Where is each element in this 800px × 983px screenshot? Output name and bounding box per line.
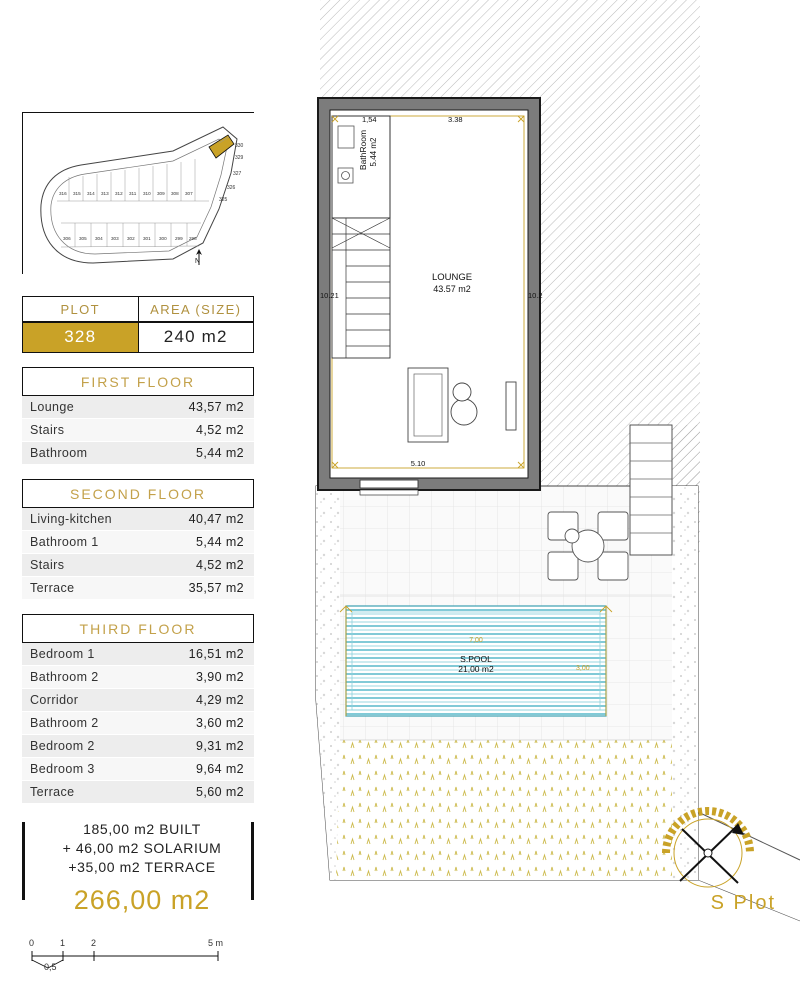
svg-text:327: 327 <box>233 171 242 177</box>
dim-top-left: 1,54 <box>362 115 377 124</box>
dim-right-height: 10.2 <box>528 291 543 300</box>
svg-text:314: 314 <box>87 191 95 196</box>
svg-text:305: 305 <box>79 236 87 241</box>
table-row <box>22 781 254 804</box>
totals-left-rule <box>22 822 25 900</box>
scale-half-label: 0,5 <box>44 962 57 972</box>
svg-text:315: 315 <box>73 191 81 196</box>
table-row <box>22 689 254 712</box>
table-row <box>22 758 254 781</box>
svg-text:309: 309 <box>157 191 165 196</box>
room-name: Stairs <box>30 423 65 437</box>
table-row <box>22 396 254 419</box>
room-name: Bathroom 2 <box>30 716 99 730</box>
plot-table-header <box>22 296 254 323</box>
svg-text:307: 307 <box>185 191 193 196</box>
room-area: 5,44 m2 <box>196 446 244 460</box>
svg-text:316: 316 <box>59 191 67 196</box>
room-area: 4,52 m2 <box>196 423 244 437</box>
scale-bar <box>22 938 254 978</box>
svg-text:301: 301 <box>143 236 151 241</box>
room-name: Corridor <box>30 693 79 707</box>
room-area: 5,60 m2 <box>196 785 244 799</box>
plot-area-value: 240 m2 <box>163 327 228 346</box>
room-area: 35,57 m2 <box>188 581 244 595</box>
info-panel <box>22 112 262 978</box>
svg-text:325: 325 <box>219 197 228 203</box>
table-row <box>22 419 254 442</box>
total-solarium: + 46,00 m2 SOLARIUM <box>62 840 222 856</box>
room-area: 3,60 m2 <box>196 716 244 730</box>
table-row <box>22 577 254 600</box>
svg-text:326: 326 <box>227 185 236 191</box>
room-area-pool: 21,00 m2 <box>458 664 494 674</box>
svg-text:306: 306 <box>63 236 71 241</box>
svg-text:302: 302 <box>127 236 135 241</box>
table-row <box>22 531 254 554</box>
svg-text:310: 310 <box>143 191 151 196</box>
svg-text:303: 303 <box>111 236 119 241</box>
room-area: 16,51 m2 <box>188 647 244 661</box>
room-name: Bathroom 1 <box>30 535 99 549</box>
floor-title-third: THIRD FLOOR <box>22 614 254 643</box>
room-name: Lounge <box>30 400 75 414</box>
room-name: Living-kitchen <box>30 512 113 526</box>
dim-top-right: 3.38 <box>448 115 463 124</box>
table-row <box>22 442 254 465</box>
svg-text:313: 313 <box>101 191 109 196</box>
scale-tick-1: 1 <box>60 938 66 948</box>
room-area-bathroom: 5.44 m2 <box>369 137 378 167</box>
dim-pool-length: 7,00 <box>469 637 483 644</box>
dim-bottom-width: 5.10 <box>410 459 426 468</box>
svg-text:299: 299 <box>175 236 183 241</box>
floor-title-second: SECOND FLOOR <box>22 479 254 508</box>
room-area: 9,64 m2 <box>196 762 244 776</box>
svg-text:311: 311 <box>129 191 137 196</box>
room-area: 5,44 m2 <box>196 535 244 549</box>
room-name: Stairs <box>30 558 65 572</box>
scale-tick-5: 5 m <box>208 938 224 948</box>
total-built: 185,00 m2 BUILT <box>83 821 201 837</box>
totals-block <box>22 820 254 916</box>
svg-text:308: 308 <box>171 191 179 196</box>
svg-text:304: 304 <box>95 236 103 241</box>
plot-location-map[interactable] <box>22 112 254 274</box>
table-row <box>22 554 254 577</box>
scale-tick-0: 0 <box>29 938 35 948</box>
table-row <box>22 735 254 758</box>
room-name: Terrace <box>30 785 75 799</box>
room-name: Bedroom 3 <box>30 762 95 776</box>
room-area: 43,57 m2 <box>188 400 244 414</box>
table-row <box>22 643 254 666</box>
floor-title-first: FIRST FLOOR <box>22 367 254 396</box>
grand-total: 266,00 m2 <box>73 885 211 915</box>
room-name: Bathroom <box>30 446 88 460</box>
room-name: Bedroom 2 <box>30 739 95 753</box>
svg-text:N: N <box>195 258 201 265</box>
table-row <box>22 508 254 531</box>
room-name: Terrace <box>30 581 75 595</box>
compass-s-label: S <box>710 892 726 914</box>
floor-plan-drawing[interactable] <box>300 0 800 921</box>
room-area: 9,31 m2 <box>196 739 244 753</box>
dim-pool-width: 3,00 <box>576 665 590 672</box>
svg-text:300: 300 <box>159 236 167 241</box>
room-area: 40,47 m2 <box>188 512 244 526</box>
dim-left-height: 10.21 <box>320 291 339 300</box>
room-area: 3,90 m2 <box>196 670 244 684</box>
table-row <box>22 666 254 689</box>
room-area-lounge: 43.57 m2 <box>433 284 471 294</box>
table-row <box>22 712 254 735</box>
room-area: 4,52 m2 <box>196 558 244 572</box>
plot-number-value: 328 <box>23 323 139 352</box>
plot-header-label: PLOT <box>23 297 139 322</box>
plot-table-values <box>22 323 254 353</box>
area-header-label: AREA (SIZE) <box>139 297 254 322</box>
brand-name: Plot <box>733 892 776 914</box>
scale-tick-2: 2 <box>91 938 97 948</box>
room-name: Bathroom 2 <box>30 670 99 684</box>
svg-text:298: 298 <box>189 236 197 241</box>
total-terrace: +35,00 m2 TERRACE <box>68 859 216 875</box>
totals-right-rule <box>251 822 254 900</box>
svg-text:329: 329 <box>235 155 244 161</box>
svg-text:330: 330 <box>235 143 244 149</box>
room-label-bathroom: BathRoom <box>358 129 368 171</box>
brand-label <box>711 892 776 915</box>
svg-text:312: 312 <box>115 191 123 196</box>
room-label-pool: S.POOL <box>460 654 492 664</box>
room-area: 4,29 m2 <box>196 693 244 707</box>
room-label-lounge: LOUNGE <box>431 272 473 283</box>
room-name: Bedroom 1 <box>30 647 95 661</box>
